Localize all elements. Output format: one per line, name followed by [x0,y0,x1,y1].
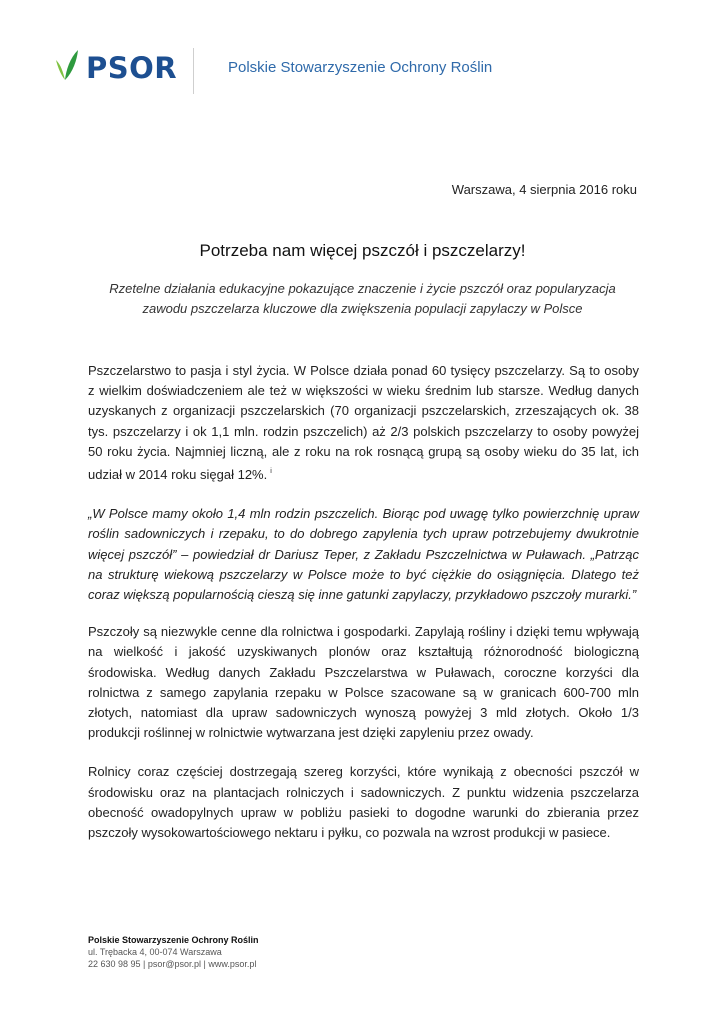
quote-paragraph: „W Polsce mamy około 1,4 mln rodzin pszczelich. Biorąc pod uwagę tylko powierzchnię upraw roślin sadowniczych i rzepaku, to do dobrego zapylenia tych upraw potrzebujemy dwukrotnie więcej pszczół” – powiedział dr Dariusz Teper, z Zakładu Pszczelnictwa w Puławach. „Patrząc na strukturę wiekową pszczelarzy w Polsce może to być ciężkie do osiągnięcia. Dlatego też coraz większą popularnością cieszą się inne gatunki zapylaczy, przykładowo pszczoły murarki.” [88,506,639,603]
footer-contact: 22 630 98 95 | psor@psor.pl | www.psor.pl [88,959,257,969]
document-title: Potrzeba nam więcej pszczół i pszczelarzy! [199,241,526,260]
footer-address: ul. Trębacka 4, 00-074 Warszawa [88,947,222,957]
document-body [88,361,639,843]
document-subtitle: Rzetelne działania edukacyjne pokazujące znaczenie i życie pszczół oraz popularyzacja zawodu pszczelarza kluczowe dla zwiększenia populacji zapylaczy w Polsce [109,281,616,316]
letterhead [52,46,692,96]
header-organization-name: Polskie Stowarzyszenie Ochrony Roślin [228,59,493,76]
footnote-marker: i [270,468,272,476]
document-date: Warszawa, 4 sierpnia 2016 roku [451,182,637,197]
header-divider [193,48,194,94]
paragraph-3: Rolnicy coraz częściej dostrzegają szereg korzyści, które wynikają z obecności pszczół w środowisku oraz na plantacjach rolniczych i sadowniczych. Z punktu widzenia pszczelarza obecność owadopylnych upraw w pobliżu pasieki to dogodne warunki do zbierania przez pszczoły wysokowartościowego nektaru i pyłku, co pozwala na wzrost produkcji w pasiece. [88,764,639,841]
paragraph-1 [88,361,639,485]
footer [88,934,259,970]
paragraph-2: Pszczoły są niezwykle cenne dla rolnictwa i gospodarki. Zapylają rośliny i dzięki temu wpływają na wielkość i jakość uzyskiwanych plonów oraz kształtują różnorodność biologiczną środowiska. Według danych Zakładu Pszczelarstwa w Puławach, coroczne korzyści dla rolnictwa z samego zapylania rzepaku w Polsce szacowane są w granicach 600-700 mln złotych, natomiast dla upraw sadowniczych wynoszą powyżej 3 mld złotych. Około 1/3 produkcji roślinnej w rolnictwie wytwarzana jest dzięki zapyleniu przez owady. [88,624,639,741]
footer-organization-name: Polskie Stowarzyszenie Ochrony Roślin [88,935,259,945]
logo-wordmark: PSOR [86,51,178,85]
leaf-logo-icon [52,48,80,82]
paragraph-1-text: Pszczelarstwo to pasja i styl życia. W Polsce działa ponad 60 tysięcy pszczelarzy. Są to osoby z wielkim doświadczeniem ale też w większości w wieku średnim lub starsze. Według danych uzyskanych z organizacji pszczelarskich (70 organizacji pszczelarskich, zrzeszających ok. 38 tys. pszczelarzy i ok 1,1 mln. rodzin pszczelich) aż 2/3 polskich pszczelarzy to osoby powyżej 50 roku życia. Najmniej liczną, ale z roku na rok rosnącą grupą są osoby wieku do 35 lat, ich udział w 2014 roku sięgał 12%. [88,363,639,483]
